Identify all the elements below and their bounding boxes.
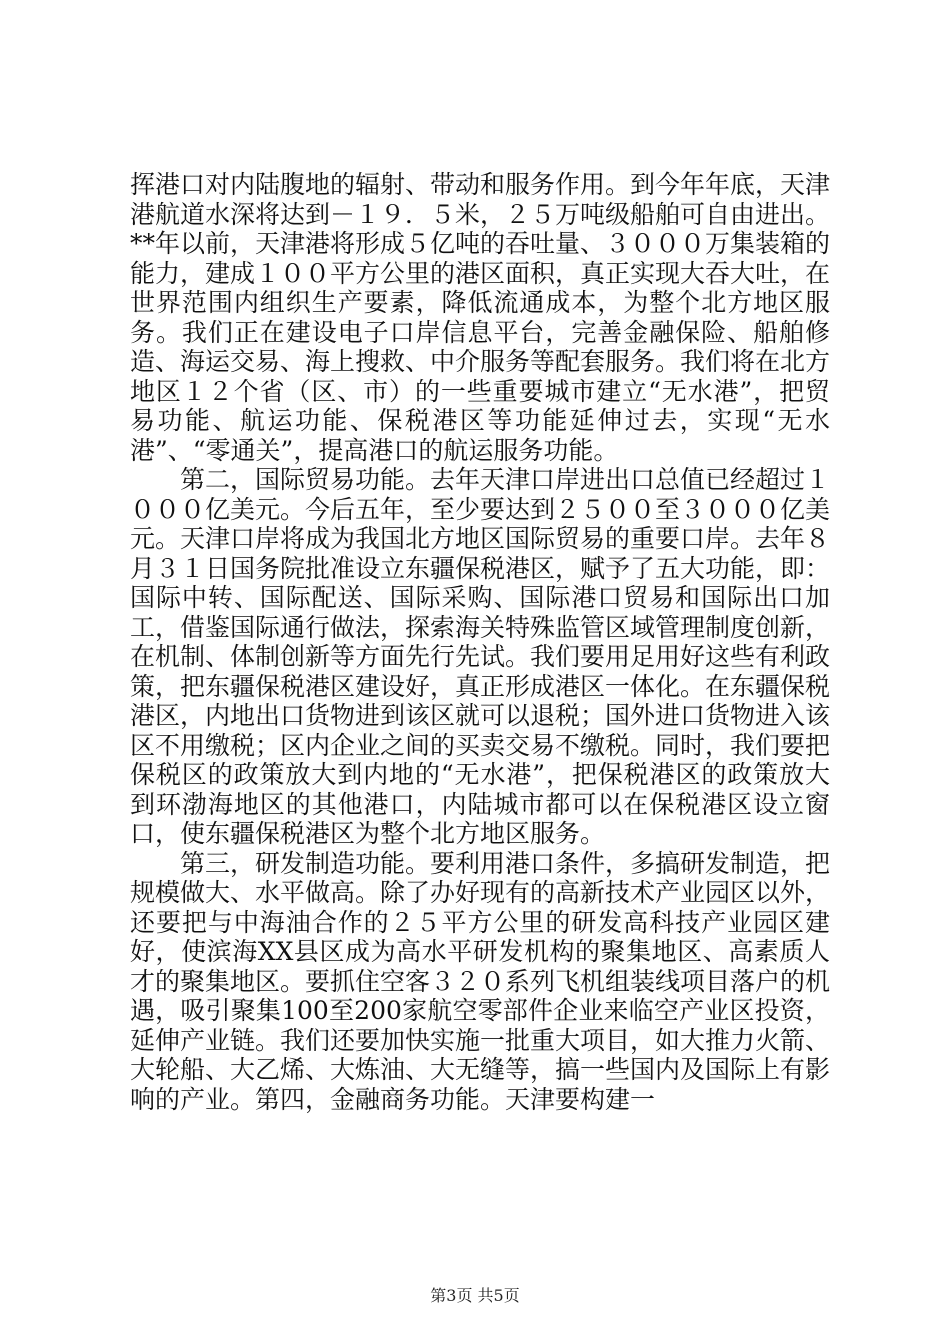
page-footer: 第3页 共5页	[430, 1286, 520, 1305]
paragraph-international-trade: 第二，国际贸易功能。去年天津口岸进出口总值已经超过１０００亿美元。今后五年，至少要达到２５００至３０００亿美元。天津口岸将成为我国北方地区国际贸易的重要口岸。去年８月３１日国务院批准设立东疆保税港区，赋予了五大功能，即：国际中转、国际配送、国际采购、国际港口贸易和国际出口加工，借鉴国际通行做法，探索海关特殊监管区域管理制度创新，在机制、体制创新等方面先行先试。我们要用足用好这些有利政策，把东疆保税港区建设好，真正形成港区一体化。在东疆保税港区，内地出口货物进到该区就可以退税；国外进口货物进入该区不用缴税；区内企业之间的买卖交易不缴税。同时，我们要把保税区的政策放大到内地的“无水港”，把保税港区的政策放大到环渤海地区的其他港口，内陆城市都可以在保税港区设立窗口，使东疆保税港区为整个北方地区服务。	[130, 465, 831, 848]
paragraph-port-services: 挥港口对内陆腹地的辐射、带动和服务作用。到今年年底，天津港航道水深将达到－１９．５米，２５万吨级船舶可自由进出。**年以前，天津港将形成５亿吨的吞吐量、３０００万集装箱的能力，建成１００平方公里的港区面积，真正实现大吞大吐，在世界范围内组织生产要素，降低流通成本，为整个北方地区服务。我们正在建设电子口岸信息平台，完善金融保险、船舶修造、海运交易、海上搜救、中介服务等配套服务。我们将在北方地区１２个省（区、市）的一些重要城市建立“无水港”，把贸易功能、航运功能、保税港区等功能延伸过去，实现“无水港”、“零通关”，提高港口的航运服务功能。	[130, 170, 831, 465]
document-body	[130, 170, 830, 1114]
paragraph-rd-manufacturing: 第三，研发制造功能。要利用港口条件，多搞研发制造，把规模做大、水平做高。除了办好现有的高新技术产业园区以外，还要把与中海油合作的２５平方公里的研发高科技产业园区建好，使滨海XX县区成为高水平研发机构的聚集地区、高素质人才的聚集地区。要抓住空客３２０系列飞机组装线项目落户的机遇，吸引聚集100至200家航空零部件企业来临空产业区投资，延伸产业链。我们还要加快实施一批重大项目，如大推力火箭、大轮船、大乙烯、大炼油、大无缝等，搞一些国内及国际上有影响的产业。第四，金融商务功能。天津要构建一	[130, 848, 831, 1114]
